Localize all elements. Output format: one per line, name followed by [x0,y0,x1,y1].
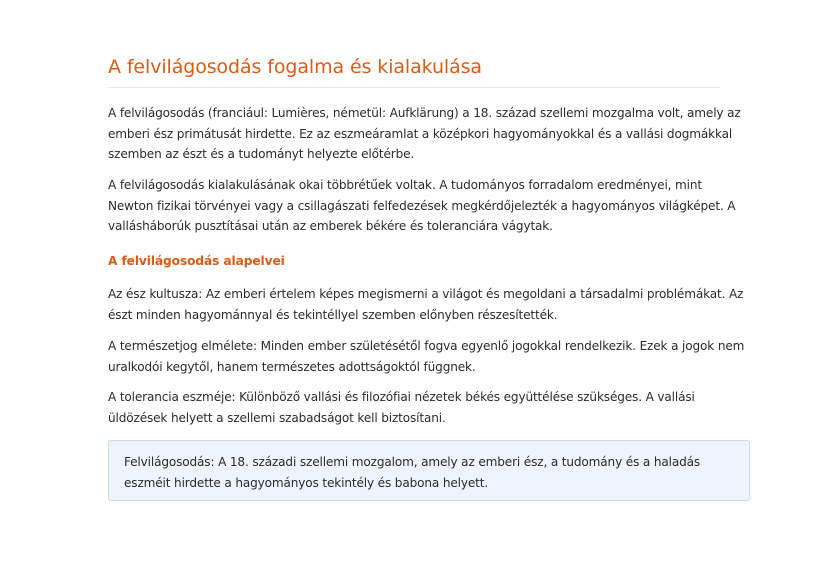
definition-box [108,440,750,501]
principle-paragraph-tolerance: A tolerancia eszméje: Különböző vallási és filozófiai nézetek békés együttélése szükséges. A vallási üldözések helyett a szellemi szabadságot kell biztosítani. [108,390,695,425]
intro-paragraph-2: A felvilágosodás kialakulásának okai többrétűek voltak. A tudományos forradalom eredményei, mint Newton fizikai törvényei vagy a csillagászati felfedezések megkérdőjelezték a hagyományos világképet. A vallásháborúk pusztításai után az emberek békére és toleranciára vágytak. [108,178,736,234]
principle-paragraph-reason: Az ész kultusza: Az emberi értelem képes megismerni a világot és megoldani a társadalmi problémákat. Az észt minden hagyománnyal és tekintéllyel szemben előnyben részesítették. [108,287,744,322]
section-heading-principles: A felvilágosodás alapelvei [108,254,285,268]
title-divider [108,87,720,88]
page-title: A felvilágosodás fogalma és kialakulása [108,56,482,78]
intro-paragraph-1: A felvilágosodás (franciául: Lumières, németül: Aufklärung) a 18. század szellemi mozgalma volt, amely az emberi ész primátusát hirdette. Ez az eszmeáramlat a középkori hagyományokkal és a vallási dogmákkal szemben az észt és a tudományt helyezte előtérbe. [108,106,741,162]
definition-text: Felvilágosodás: A 18. századi szellemi mozgalom, amely az emberi ész, a tudomány és a haladás eszméit hirdette a hagyományos tekintély és babona helyett. [124,455,701,490]
principle-paragraph-natural-law: A természetjog elmélete: Minden ember születésétől fogva egyenlő jogokkal rendelkezik. Ezek a jogok nem uralkodói kegytől, hanem természetes adottságoktól függnek. [108,339,745,374]
